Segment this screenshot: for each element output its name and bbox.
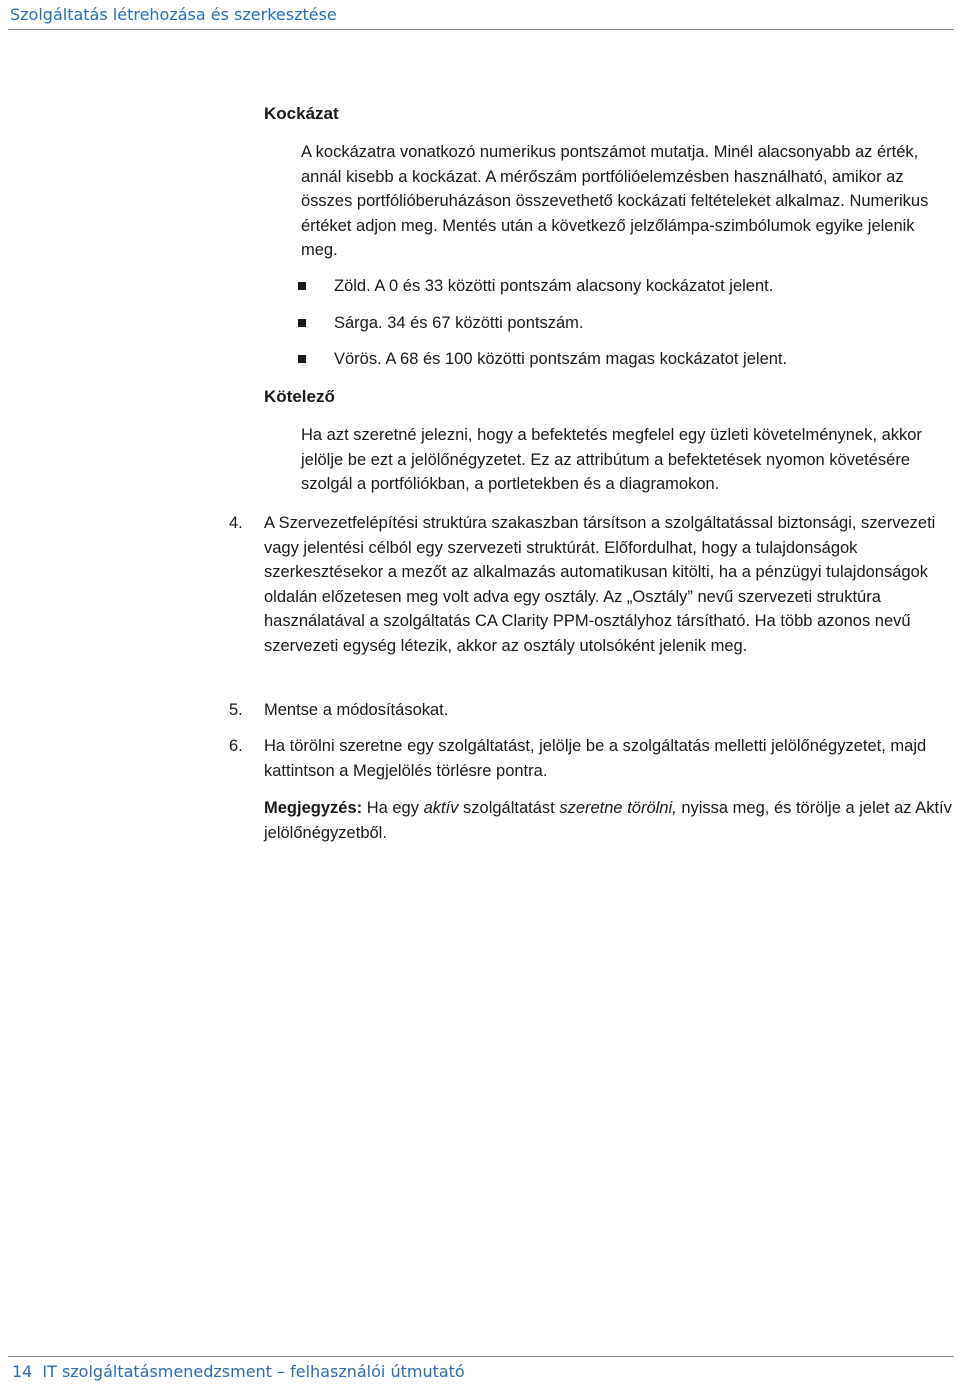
bullet-green bbox=[298, 274, 773, 298]
bullet-red bbox=[298, 347, 787, 371]
risk-description: A kockázatra vonatkozó numerikus pontszámot mutatja. Minél alacsonyabb az érték, annál kisebb a kockázat. A mérőszám portfólióelemzésben használható, amikor az összes portfólióberuházáson összevethető kockázati feltételeket alkalmaz. Numerikus értéket adjon meg. Mentés után a következő jelzőlámpa-szimbólumok egyike jelenik meg. bbox=[301, 143, 929, 260]
note-emphasis: aktív bbox=[423, 799, 459, 817]
term-required: Kötelező bbox=[264, 387, 335, 406]
note-emphasis: szeretne törölni, bbox=[559, 799, 677, 817]
step-5 bbox=[229, 698, 954, 723]
step-text: Ha törölni szeretne egy szolgáltatást, jelölje be a szolgáltatás melletti jelölőnégyzetet, majd kattintson a Megjelölés törlésre pontra. bbox=[264, 737, 927, 780]
page-footer bbox=[12, 1362, 465, 1381]
running-header-title: Szolgáltatás létrehozása és szerkesztése bbox=[10, 5, 337, 24]
note-label: Megjegyzés: bbox=[264, 799, 363, 817]
step-number: 4. bbox=[229, 514, 243, 532]
bullet-text: Sárga. 34 és 67 közötti pontszám. bbox=[334, 314, 584, 332]
note-paragraph bbox=[264, 796, 954, 845]
footer-rule bbox=[8, 1356, 954, 1357]
square-bullet-icon bbox=[298, 319, 306, 327]
step-text: A Szervezetfelépítési struktúra szakaszban társítson a szolgáltatással biztonsági, szervezeti vagy jelentési célból egy szervezeti struktúrát. Előfordulhat, hogy a tulajdonságok szerkesztésekor a mezőt az alkalmazás automatikusan kitölti, ha a pénzügyi tulajdonságok oldalán előzetesen meg volt adva egy osztály. Az „Osztály” nevű szervezeti struktúra használatával a szolgáltatás CA Clarity PPM-osztályhoz társítható. Ha több azonos nevű szervezeti egység létezik, akkor az osztály utolsóként jelenik meg. bbox=[264, 514, 936, 655]
header-rule bbox=[8, 29, 954, 30]
step-4 bbox=[229, 511, 954, 659]
step-number: 6. bbox=[229, 737, 243, 755]
step-6 bbox=[229, 734, 954, 783]
page-number: 14 bbox=[12, 1362, 33, 1381]
book-title: IT szolgáltatásmenedzsment – felhasználói útmutató bbox=[42, 1362, 465, 1381]
step-number: 5. bbox=[229, 701, 243, 719]
bullet-text: Zöld. A 0 és 33 közötti pontszám alacsony kockázatot jelent. bbox=[334, 277, 774, 295]
square-bullet-icon bbox=[298, 282, 306, 290]
note-text: Ha egy bbox=[362, 799, 424, 817]
note-text: szolgáltatást bbox=[458, 799, 560, 817]
step-text: Mentse a módosításokat. bbox=[264, 701, 449, 719]
bullet-text: Vörös. A 68 és 100 közötti pontszám magas kockázatot jelent. bbox=[334, 350, 788, 368]
note-text: nyissa meg, és törölje a jelet az Aktív jelölőnégyzetből. bbox=[264, 799, 952, 842]
bullet-yellow bbox=[298, 311, 583, 335]
term-risk: Kockázat bbox=[264, 104, 339, 123]
required-description: Ha azt szeretné jelezni, hogy a befektetés megfelel egy üzleti követelménynek, akkor jelölje be ezt a jelölőnégyzetet. Ez az attribútum a befektetések nyomon követésére szolgál a portfóliókban, a portletekben és a diagramokon. bbox=[301, 426, 922, 494]
square-bullet-icon bbox=[298, 355, 306, 363]
